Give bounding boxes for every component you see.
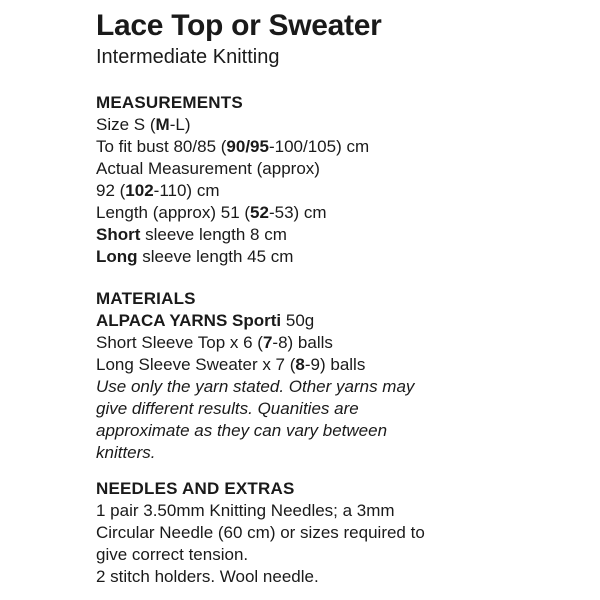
- measurements-section: [96, 92, 592, 268]
- materials-section: [96, 288, 592, 464]
- yarn-note-line: Use only the yarn stated. Other yarns may: [96, 377, 415, 396]
- page-title: Lace Top or Sweater: [96, 9, 382, 42]
- long-sleeve-line: Long sleeve length 45 cm: [96, 247, 294, 266]
- yarn-line: ALPACA YARNS Sporti 50g: [96, 311, 315, 330]
- page-subtitle: Intermediate Knitting: [96, 46, 280, 68]
- yarn-note-line: give different results. Quanities are: [96, 399, 359, 418]
- needles-line: 1 pair 3.50mm Knitting Needles; a 3mm: [96, 501, 395, 520]
- size-line: Size S (M-L): [96, 115, 191, 134]
- measurements-heading: MEASUREMENTS: [96, 93, 243, 112]
- bust-line: To fit bust 80/85 (90/95-100/105) cm: [96, 137, 370, 156]
- needles-line: give correct tension.: [96, 545, 249, 564]
- needles-heading: NEEDLES AND EXTRAS: [96, 479, 295, 498]
- needles-line: Circular Needle (60 cm) or sizes required to: [96, 523, 425, 542]
- yarn-note-line: approximate as they can vary between: [96, 421, 388, 440]
- length-line: Length (approx) 51 (52-53) cm: [96, 203, 327, 222]
- materials-heading: MATERIALS: [96, 289, 196, 308]
- needles-line: 2 stitch holders. Wool needle.: [96, 567, 319, 586]
- short-top-line: Short Sleeve Top x 6 (7-8) balls: [96, 333, 333, 352]
- pattern-page: [96, 8, 592, 588]
- short-sleeve-line: Short sleeve length 8 cm: [96, 225, 287, 244]
- actual-measurement-label: Actual Measurement (approx): [96, 159, 320, 178]
- needles-section: [96, 478, 592, 588]
- long-sweater-line: Long Sleeve Sweater x 7 (8-9) balls: [96, 355, 366, 374]
- actual-measurement-value: 92 (102-110) cm: [96, 181, 220, 200]
- yarn-note-line: knitters.: [96, 443, 156, 462]
